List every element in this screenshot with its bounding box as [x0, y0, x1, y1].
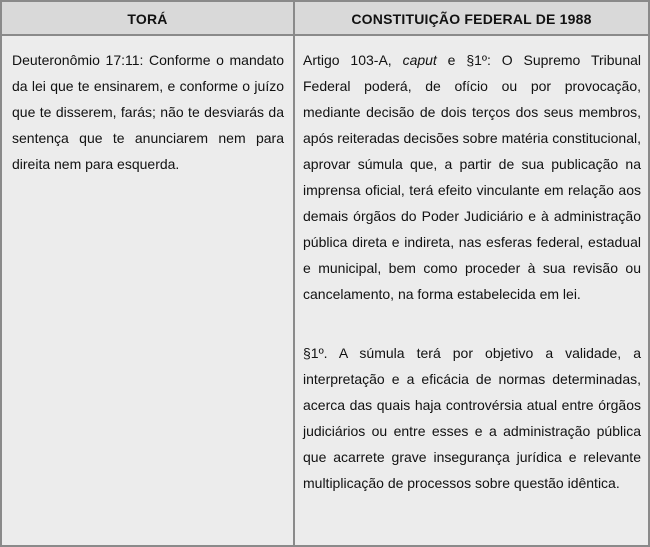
article-body: e §1º: O Supremo Tribunal Federal poderá, de ofício ou por provocação, mediante decisão de dois terços dos seus membros, após reiteradas decisões sobre matéria constitucional, aprovar súmula que, a partir de sua publicação na imprensa oficial, terá efeito vinculante em relação aos demais órgãos do Poder Judiciário e à administração pública direta e indireta, nas esferas federal, estadual e municipal, bem como proceder à sua revisão ou cancelamento, na forma estabelecida em lei. [303, 52, 642, 302]
tora-text: Deuteronômio 17:11: Conforme o mandato da lei que te ensinarem, e conforme o juízo que te disserem, farás; não te desviarás da sentença que te anunciarem nem para direita nem para esquerda. [12, 52, 284, 172]
cell-constituicao [295, 36, 648, 545]
cell-tora [2, 36, 293, 545]
caput-italic: caput [402, 52, 437, 68]
table-header-row [2, 2, 648, 36]
constituicao-paragraph-1 [303, 47, 641, 307]
header-constituicao: CONSTITUIÇÃO FEDERAL DE 1988 [351, 11, 592, 27]
header-tora: TORÁ [127, 11, 168, 27]
constituicao-paragraph-2: §1º. A súmula terá por objetivo a validade, a interpretação e a eficácia de normas determinadas, acerca das quais haja controvérsia atual entre órgãos judiciários ou entre esses e a administração pública que acarrete grave insegurança jurídica e relevante multiplicação de processos sobre questão idêntica. [303, 345, 641, 491]
column-divider [293, 2, 295, 545]
article-reference: Artigo 103-A, [303, 52, 403, 68]
